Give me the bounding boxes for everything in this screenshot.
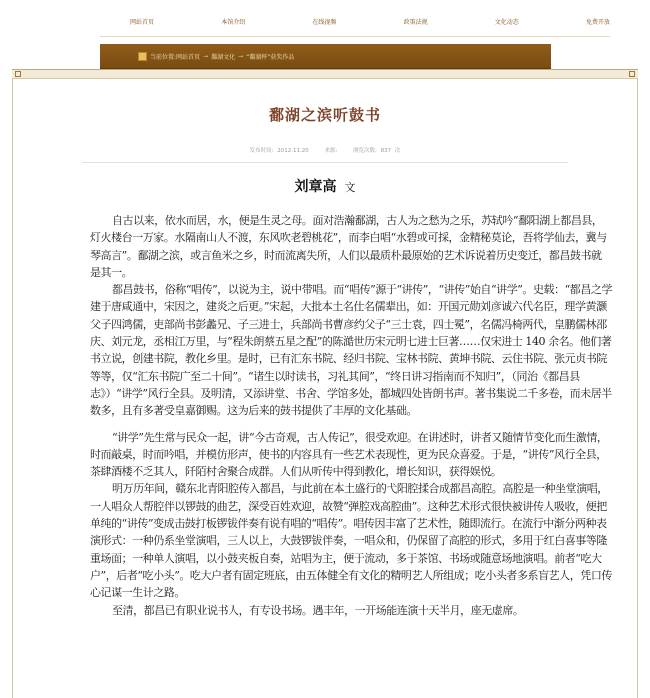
article-meta [12,146,638,154]
article-paragraph: “讲学”先生常与民众一起，讲“今古奇观，古人传记”，很受欢迎。在讲述时，讲者又随情节变化而生激情，时而敲桌，时而吟唱，并模仿形声，使书的内容具有一些艺术表现性，更为民众喜爱。于是，“讲传”风行全县，茶肆酒楼不乏其人，阡陌村舍聚合成群。人们从听传中得到教化，增长知识，获得娱悦。 [90,430,608,479]
breadcrumb [100,44,551,70]
location-icon [138,52,147,61]
author-name: 刘章高 [294,179,337,195]
article-source: 来源: [324,148,338,154]
article-frame-topbar [12,69,638,79]
author-suffix: 文 [344,181,356,194]
corner-ornament-icon [14,70,22,78]
nav-divider [100,36,610,37]
breadcrumb-awards[interactable]: “鄱湖杯”获奖作品 [246,53,295,61]
breadcrumb-home[interactable]: 网站首页 [176,53,201,61]
view-count: 浏览次数: 837 次 [353,148,401,154]
article-paragraph: 至清，都昌已有职业说书人，有专设书场。遇丰年，一开场能连演十天半月，座无虚席。 [112,603,524,617]
corner-ornament-icon [628,70,636,78]
meta-divider [82,162,568,163]
nav-item-policy[interactable]: 政策法规 [403,19,428,26]
breadcrumb-culture[interactable]: 鄱湖文化 [211,53,236,61]
nav-item-home[interactable]: 网站首页 [130,19,155,26]
article-paragraph: 都昌鼓书，俗称“唱传”，以说为主，说中带唱。而“唱传”源于“讲传”，“讲传”始自“讲学”。史载：“都昌之学建于唐咸通中，宋因之，建炎之后更。”宋起，大批本土名仕名儒辈出，如：开国元勋刘彦诚六代名臣，理学黄灏父子四鸿儒，吏部尚书彭蠡兄、子三进士，兵部尚书曹彦约父子“三士袁，四士冕”，名儒冯椅两代，皇鹏儒林邵庆、刘元龙，丞相江万里，与“程朱朗蔡五星之配”的陈澔世历宋元明七进士巨著……仅宋进士 140 余名。他们著书立说，创建书院，教化乡里。是时，已有汇东书院、经归书院、宝林书院、黄坤书院、云住书院、张元贞书院等等，仅“汇东书院广至二十间”。“诸生以时读书，习礼其间”，“终日讲习指南而不知归”，（同治《都昌县志》）“讲学”风行全县。及明清，又添讲堂、书舍、学馆多处，都城四处皆朗书声。著书集说二千多卷，而未居半数多，且有多著受皇嘉御赐。这为后来的鼓书提供了丰厚的文化基础。 [90,283,613,418]
publish-date: 发布时间: 2012.11.20 [249,148,309,154]
nav-item-about[interactable]: 本馆介绍 [221,19,246,26]
article-paragraph: 自古以来，依水而居，水，便是生灵之母。面对浩瀚鄱湖，古人为之愁为之乐，苏轼吟“鄱阳湖上都昌县，灯火楼台一万家。水隔南山人不渡，东风吹老碧桃花”，而李白唱“水碧或可採，金精秘莫论，吾将学仙去，冀与琴高言”。鄱湖之滨，或言鱼米之乡，时而流离失所，人们以最质朴最原始的艺术诉说着历史变迁，都昌鼓书就是其一。 [90,214,607,279]
nav-item-free-open[interactable]: 免费开放 [585,19,610,26]
article-title: 鄱湖之滨听鼓书 [268,106,381,124]
breadcrumb-arrow: → [238,52,244,60]
breadcrumb-prefix: 当前位置: [150,53,177,61]
top-navigation [130,17,610,31]
nav-item-video[interactable]: 在线视频 [312,19,337,26]
article-paragraph: 明万历年间，赣东北青阳腔传入都昌，与此前在本土盛行的弋阳腔揉合成都昌高腔。高腔是一种坐堂演唱，一人唱众人帮腔伴以锣鼓的曲艺，深受百姓欢迎，故赞“弹腔戏高腔曲”。这种艺术形式很快被讲传人吸收，便把单纯的“讲传”变成击鼓打板锣钹伴奏有说有唱的“唱传”。唱传因丰富了艺术性，随即流行。在流行中渐分两种表演形式：一种仍系坐堂演唱，三人以上，大鼓锣钹伴奏，一唱众和，仍保留了高腔的形式，多用于红白喜事等隆重场面；一种单人演唱，以小鼓夹板自奏，站唱为主，便于流动，多于茶馆、书场或随意场地演唱。前者“吃大户”，后者“吃小头”。吃大户者有固定班底，由五体健全有文化的精明艺人所组成；吃小头者多系盲艺人，凭口传心记谋一生计之路。 [90,482,612,600]
article-author [12,176,638,196]
nav-item-culture[interactable]: 文化动态 [494,19,519,26]
breadcrumb-arrow: → [203,52,209,60]
article-body [90,212,612,619]
